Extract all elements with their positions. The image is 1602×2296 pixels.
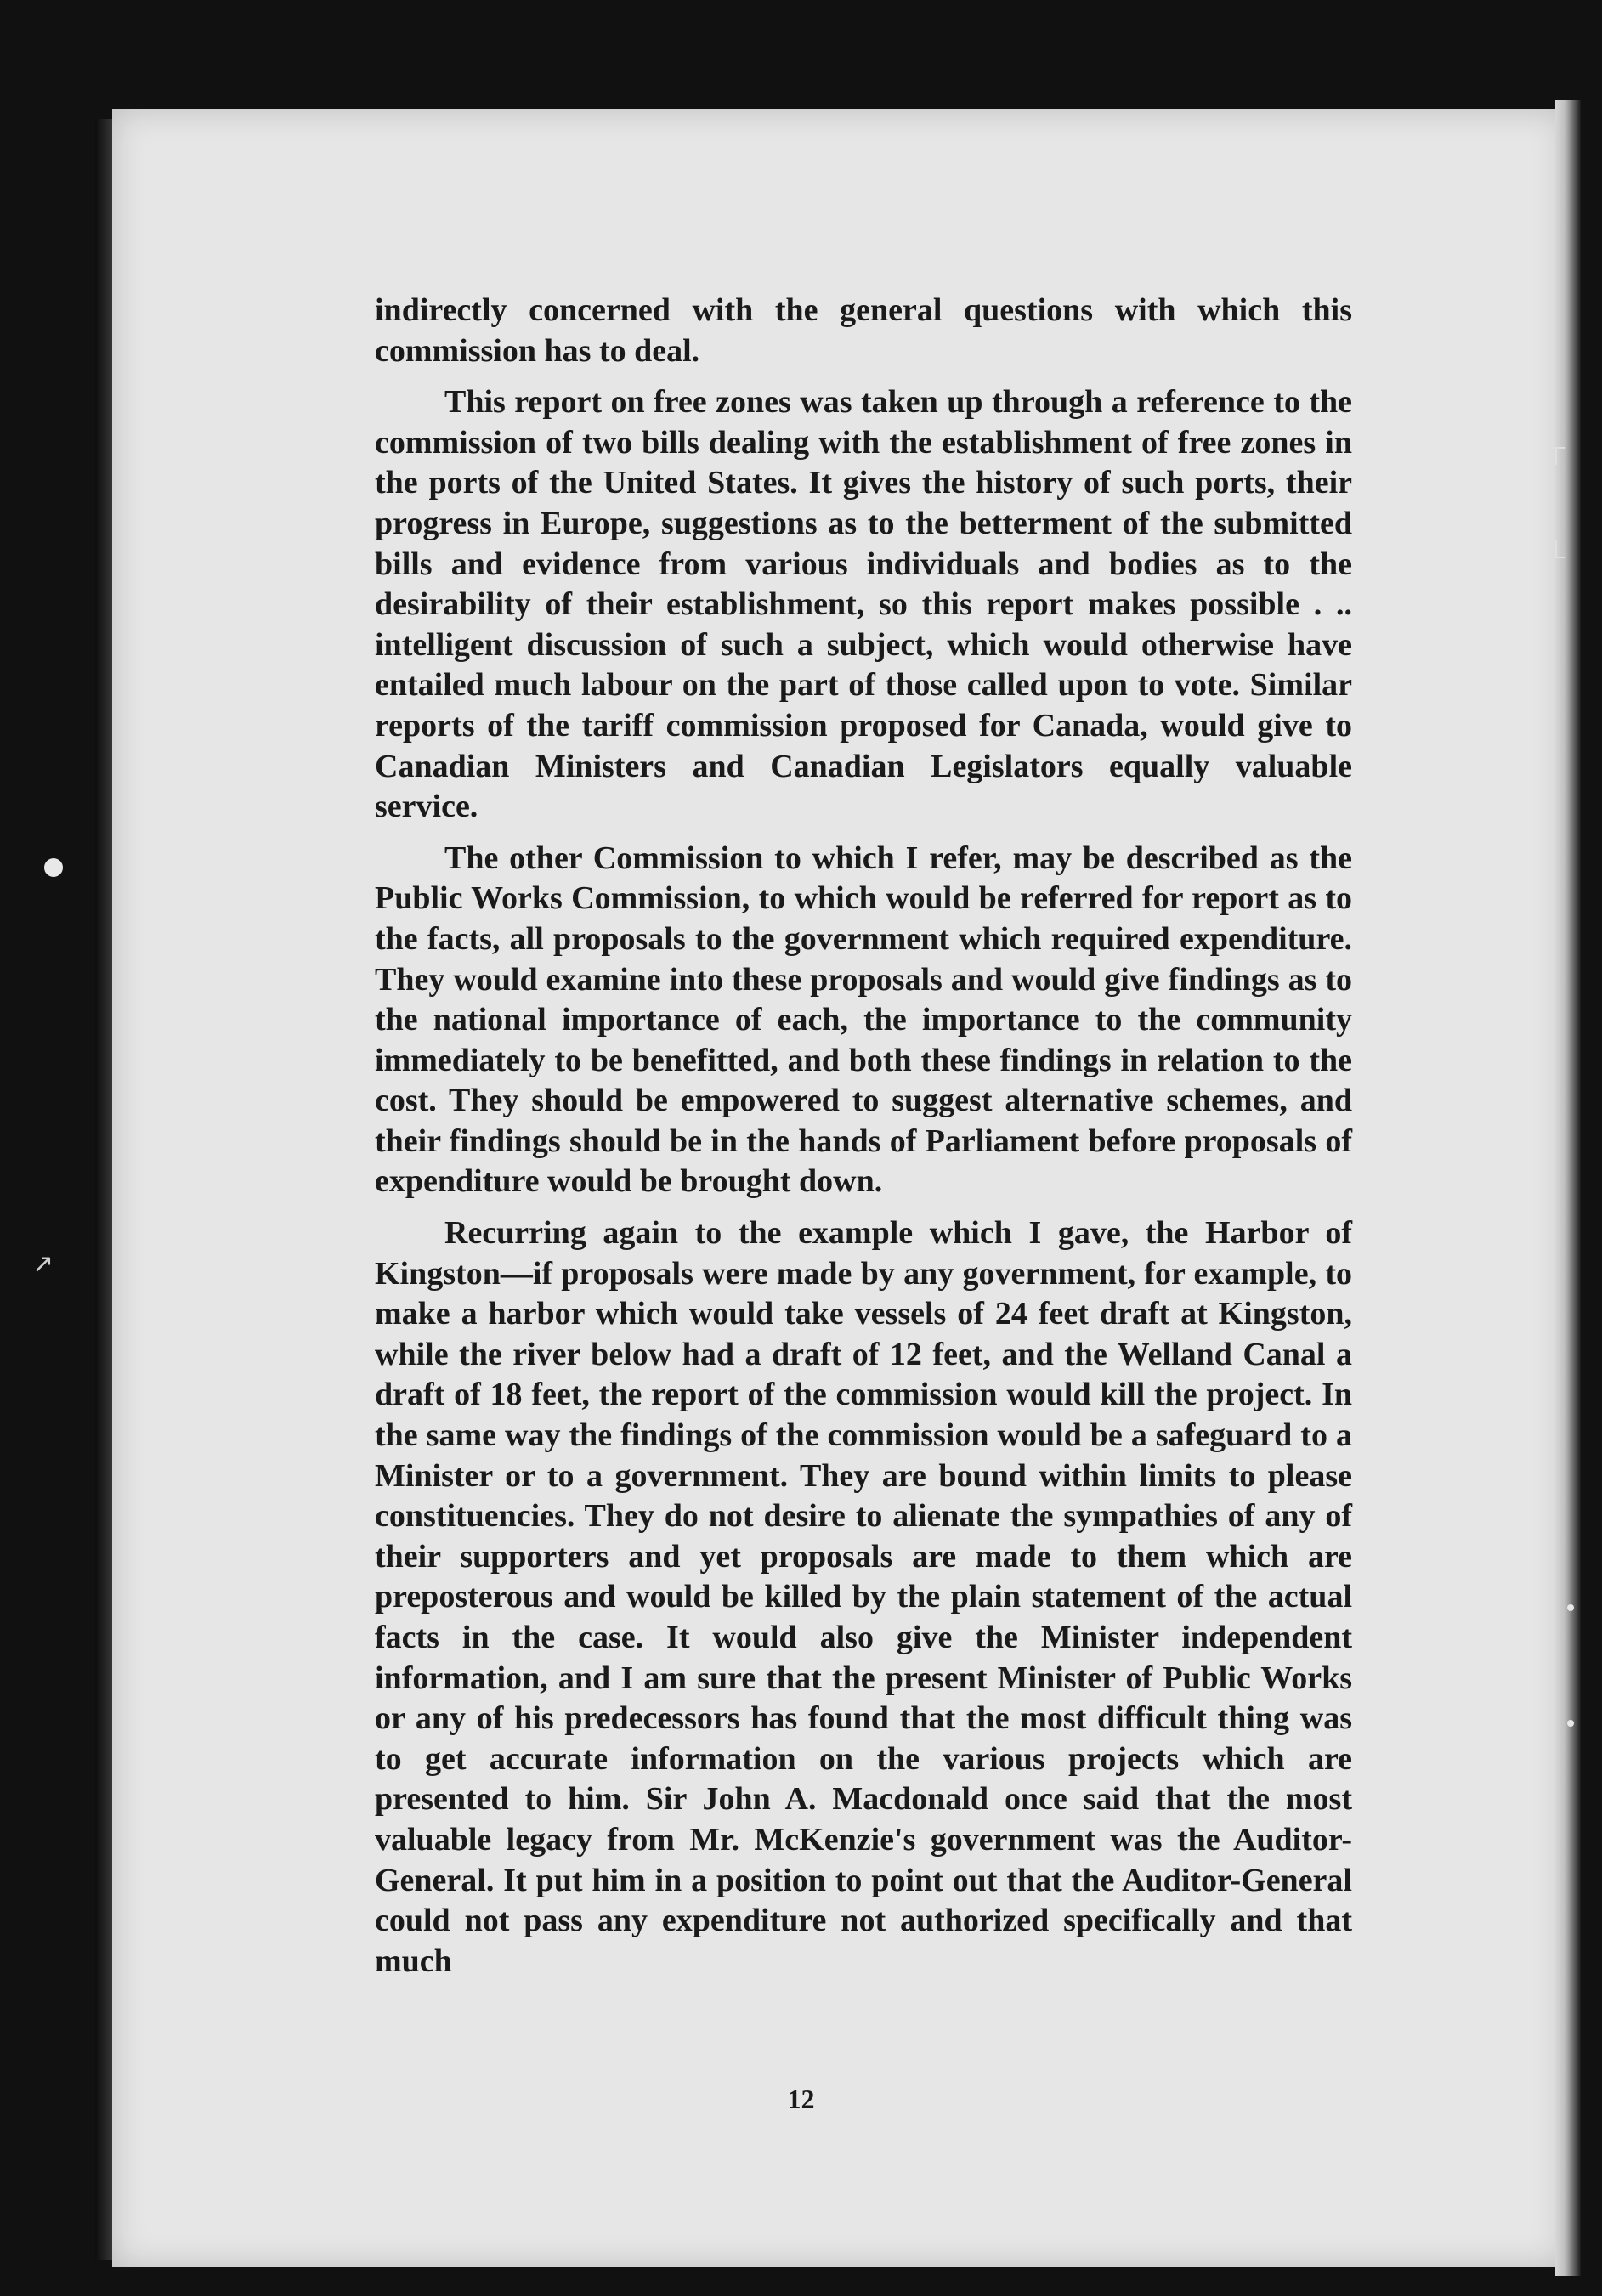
margin-mark: ⊥ — [1545, 535, 1568, 565]
page-body-text — [375, 291, 1352, 1982]
paragraph-2: This report on free zones was taken up through a reference to the commission of two bills dealing with the establishment of free zones in the ports of the United States. It gives the history of such ports, their progress in Europe, suggestions as to the betterment of the submitted bills and evidence from various individuals and bodies as to the desirability of their establishment, so this report makes possible . .. intelligent discussion of such a subject, which would otherwise have entailed much labour on the part of those called upon to vote. Similar reports of the tariff commission proposed for Canada, would give to Canadian Ministers and Canadian Legislators equally valuable service. — [375, 384, 1352, 825]
paragraph-3: The other Commission to which I refer, may be described as the Public Works Commission, to which would be referred for report as to the facts, all proposals to the government which required expenditure. They would examine into these proposals and would give findings as to the national importance of each, the importance to the community immediately to be benefitted, and both these findings in relation to the cost. They should be empowered to suggest alternative schemes, and their findings should be in the hands of Parliament before proposals of expenditure would be brought down. — [375, 840, 1352, 1200]
margin-mark: ⊤ — [1545, 442, 1568, 472]
scan-speck — [1567, 1604, 1574, 1611]
page-number: 12 — [787, 2084, 815, 2114]
paragraph-4: Recurring again to the example which I gave, the Harbor of Kingston—if proposals were made by any government, for example, to make a harbor which would take vessels of 24 feet draft at Kingston, while the river below had a draft of 12 feet, and the Welland Canal a draft of 18 feet, the report of the commission would kill the project. In the same way the findings of the commission would be a safeguard to a Minister or to a government. They are bound within limits to please constituencies. They do not desire to alienate the sympathies of any of their supporters and yet proposals are made to them which are preposterous and would be killed by the plain statement of the actual facts in the case. It would also give the Minister independent information, and I am sure that the present Minister of Public Works or any of his predecessors has found that the most difficult thing was to get accurate information on the various projects which are presented to him. Sir John A. Macdonald once said that the most valuable legacy from Mr. McKenzie's government was the Auditor-General. It put him in a position to point out that the Auditor-General could not pass any expenditure not authorized specifically and that much — [375, 1215, 1352, 1979]
scan-speck — [44, 858, 63, 877]
paragraph-1: indirectly concerned with the general questions with which this commission has to deal. — [375, 292, 1352, 369]
scan-speck — [1567, 1720, 1574, 1727]
page-right-edge — [1555, 100, 1581, 2276]
page-left-edge — [95, 119, 114, 2260]
margin-mark: ↗ — [32, 1249, 54, 1279]
